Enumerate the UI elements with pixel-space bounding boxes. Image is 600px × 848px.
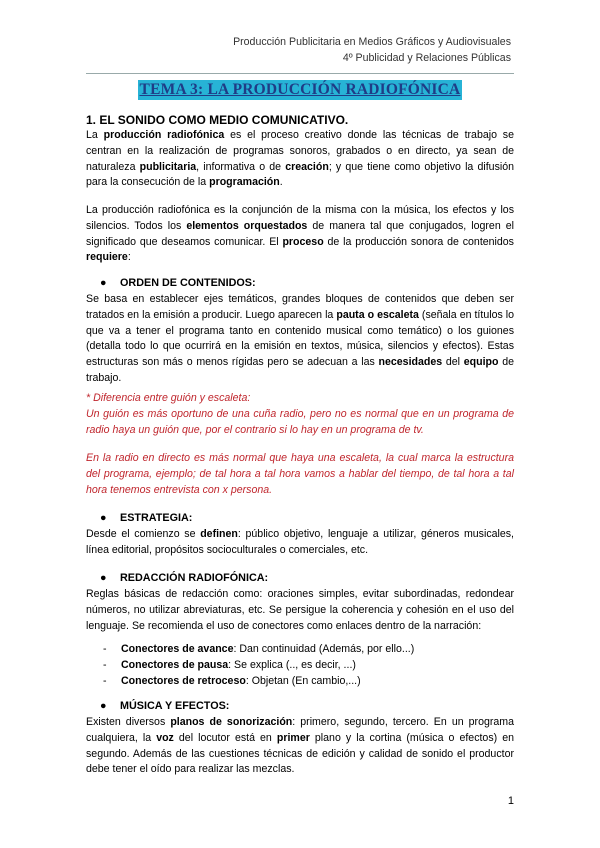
note-escaleta: En la radio en directo es más normal que haya una escaleta, la cual marca la estructura del programa, ejemplo; de tal hora a tal hora vamos a hablar del tiempo, de tal hora a tal hora tenemos entrevista con x persona. bbox=[86, 452, 514, 496]
paragraph-redaccion: Reglas básicas de redacción como: oraciones simples, evitar subordinadas, redondear números, no utilizar abreviaturas, etc. Se persigue la coherencia y cohesión en el uso del lenguaje. Se recomienda el uso de conectores como enlaces dentro de la narración: bbox=[86, 588, 514, 632]
paragraph-musica: Existen diversos planos de sonorización: primero, segundo, tercero. En un programa cualquiera, la voz del locutor está en primer plano y la cortina (música o efectos) en segundo. Además de las cuestiones técnicas de edición y calidad de sonido el productor debe tener el oído para realizar las mezclas. bbox=[86, 716, 515, 776]
paragraph-orden: Se basa en establecer ejes temáticos, grandes bloques de contenidos que deben ser tratados en la emisión a producir. Luego aparecen la pauta o escaleta (señala en títulos lo que va a tener el programa tanto en contenido musical como temático) o los guiones (detalla todo lo que ocurrirá en la emisión en textos, música, silencios y efectos). Estas estructuras son más o menos rígidas pero se adecuan a las necesidades del equipo de trabajo. bbox=[86, 293, 515, 384]
page-title: TEMA 3: LA PRODUCCIÓN RADIOFÓNICA bbox=[139, 81, 461, 98]
bullet-heading-musica: ● MÚSICA Y EFECTOS: bbox=[100, 700, 230, 712]
list-item: - Conectores de retroceso: Objetan (En cambio,...) bbox=[103, 675, 361, 687]
section-heading-1: 1. EL SONIDO COMO MEDIO COMUNICATIVO. bbox=[86, 113, 349, 127]
list-item: - Conectores de pausa: Se explica (.., es decir, ...) bbox=[103, 659, 356, 671]
bullet-icon: ● bbox=[100, 512, 107, 524]
header-rule bbox=[86, 73, 514, 74]
header-course: Producción Publicitaria en Medios Gráficos y Audiovisuales bbox=[233, 36, 511, 48]
bullet-heading-redaccion: ● REDACCIÓN RADIOFÓNICA: bbox=[100, 572, 269, 584]
bullet-heading-orden: ● ORDEN DE CONTENIDOS: bbox=[100, 277, 256, 289]
bullet-icon: ● bbox=[100, 700, 107, 712]
bullet-icon: ● bbox=[100, 572, 107, 584]
note-guion: Un guión es más oportuno de una cuña radio, pero no es normal que en un programa de radio haya un guión que, por el contrario si lo hay en un programa de tv. bbox=[86, 408, 514, 436]
list-item: - Conectores de avance: Dan continuidad (Además, por ello...) bbox=[103, 643, 415, 655]
note-difference-heading: * Diferencia entre guión y escaleta: bbox=[86, 392, 251, 404]
header-degree: 4º Publicidad y Relaciones Públicas bbox=[342, 52, 511, 64]
bullet-icon: ● bbox=[100, 277, 107, 289]
page-number: 1 bbox=[507, 795, 514, 807]
paragraph-intro: La producción radiofónica es el proceso creativo donde las técnicas de trabajo se centran en la realización de programas sonoros, grabados o en directo, ya sean de naturaleza publicitaria, informativa o de creación; y que tiene como objetivo la difusión para la consecución de la programación. bbox=[86, 129, 515, 189]
paragraph-conjunction: La producción radiofónica es la conjunción de la misma con la música, los efectos y los silencios. Todos los elementos orquestados de manera tal que conjugados, logren el significado que deseamos comunicar. El proceso de la producción sonora de contenidos requiere: bbox=[86, 204, 514, 264]
paragraph-estrategia: Desde el comienzo se definen: público objetivo, lenguaje a utilizar, géneros musicales, línea editorial, propósitos socioculturales o comerciales, etc. bbox=[86, 528, 514, 556]
bullet-heading-estrategia: ● ESTRATEGIA: bbox=[100, 512, 193, 524]
title-wrapper bbox=[0, 80, 600, 100]
